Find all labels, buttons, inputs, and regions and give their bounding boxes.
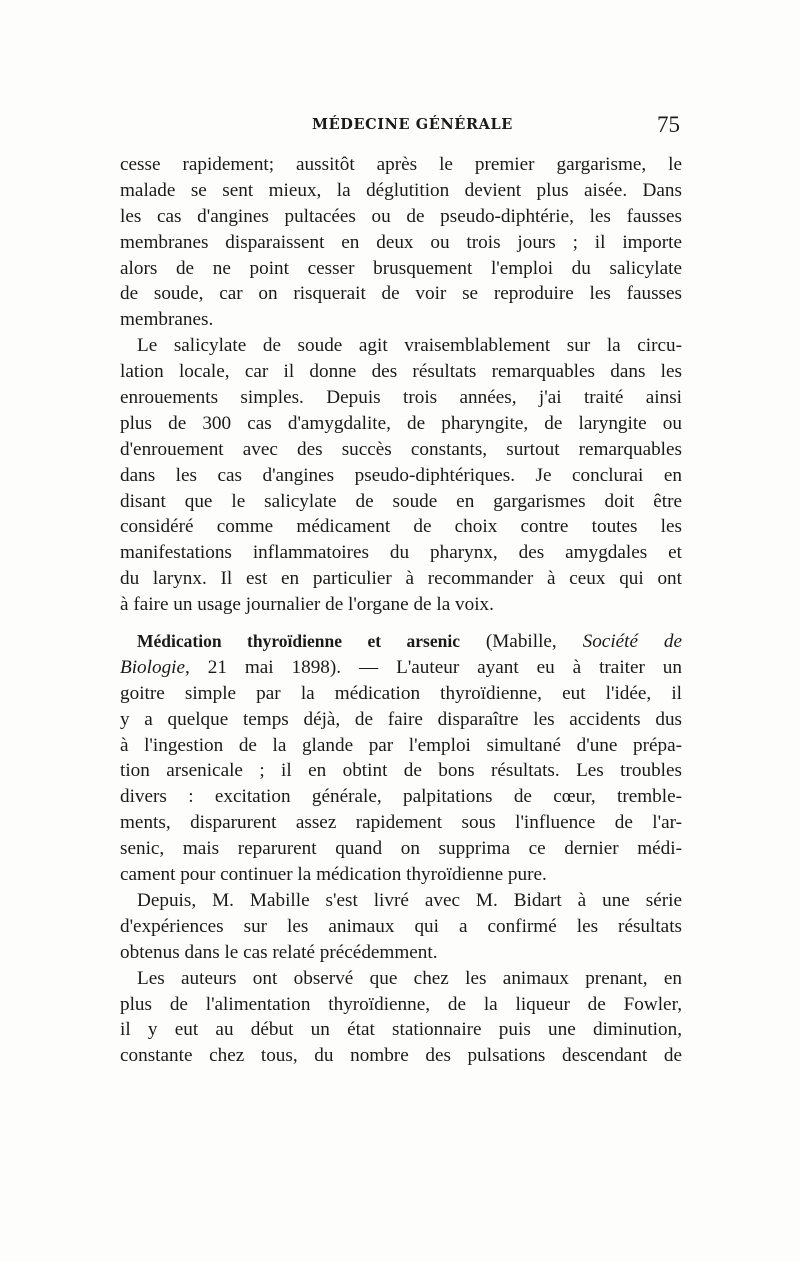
text-line: Le salicylate de soude agit vraisemblablement sur la circu- [137,335,682,357]
text-line: goitre simple par la médication thyroïdienne, eut l'idée, il [120,682,682,704]
text-line: à faire un usage journalier de l'organe de la voix. [120,594,494,616]
text-line: du larynx. Il est en particulier à recommander à ceux qui ont [120,568,682,590]
page-header [120,112,680,140]
text-line: constante chez tous, du nombre des pulsations descendant de [120,1045,682,1067]
text-line: il y eut au début un état stationnaire puis une diminution, [120,1019,682,1041]
text-line: de soude, car on risquerait de voir se reproduire les fausses [120,283,682,305]
text-line: les cas d'angines pultacées ou de pseudo-diphtérie, les fausses [120,205,682,227]
text-line: divers : excitation générale, palpitations de cœur, tremble- [120,786,682,808]
text-line: plus de 300 cas d'amygdalite, de pharyngite, de laryngite ou [120,412,682,434]
paragraph-1 [120,152,682,333]
section-title: Médication thyroïdienne et arsenic [137,631,460,652]
text-line: Depuis, M. Mabille s'est livré avec M. Bidart à une série [137,889,682,911]
text-line: enrouements simples. Depuis trois années, j'ai traité ainsi [120,387,682,409]
text-line: manifestations inflammatoires du pharynx, des amygdales et [120,542,682,564]
text-line: à l'ingestion de la glande par l'emploi simultané d'une prépa- [120,734,682,756]
journal-name: Biologie [120,656,186,678]
text-line: membranes disparaissent en deux ou trois jours ; il importe [120,231,682,253]
text-line: ments, disparurent assez rapidement sous l'influence de l'ar- [120,812,682,834]
running-head: MÉDECINE GÉNÉRALE [312,116,513,133]
text-line: cesse rapidement; aussitôt après le premier gargarisme, le [120,154,682,175]
paragraph-4 [120,888,682,966]
text-line: y a quelque temps déjà, de faire disparaître les accidents dus [120,708,682,730]
paragraph-2 [120,333,682,618]
page-number: 75 [657,112,680,137]
text-line: plus de l'alimentation thyroïdienne, de la liqueur de Fowler, [120,993,682,1015]
citation-text: , 21 mai 1898). — L'auteur ayant eu à traiter un [185,656,682,678]
text-line: alors de ne point cesser brusquement l'emploi du salicylate [120,257,682,279]
text-line: d'enrouement avec des succès constants, surtout remarquables [120,438,682,460]
journal-name: Société de [582,631,682,653]
paragraph-5 [120,966,682,1070]
paragraph-3 [120,629,682,888]
text-line: cament pour continuer la médication thyroïdienne pure. [120,864,547,886]
text-line: membranes. [120,309,214,331]
text-line: lation locale, car il donne des résultats remarquables dans les [120,361,682,383]
citation-text: (Mabille, [459,631,583,653]
text-line [120,655,682,681]
text-line: senic, mais reparurent quand on supprima ce dernier médi- [120,838,682,860]
text-line: malade se sent mieux, la déglutition devient plus aisée. Dans [120,179,682,201]
text-line: obtenus dans le cas relaté précédemment. [120,941,438,963]
body-text [120,152,682,1069]
text-line [120,629,682,655]
text-line: considéré comme médicament de choix contre toutes les [120,516,682,538]
text-line: Les auteurs ont observé que chez les animaux prenant, en [137,967,682,989]
text-line: d'expériences sur les animaux qui a confirmé les résultats [120,915,682,937]
text-line: tion arsenicale ; il en obtint de bons résultats. Les troubles [120,760,682,782]
text-line: dans les cas d'angines pseudo-diphtériques. Je conclurai en [120,464,682,486]
text-line: disant que le salicylate de soude en gargarismes doit être [120,490,682,512]
